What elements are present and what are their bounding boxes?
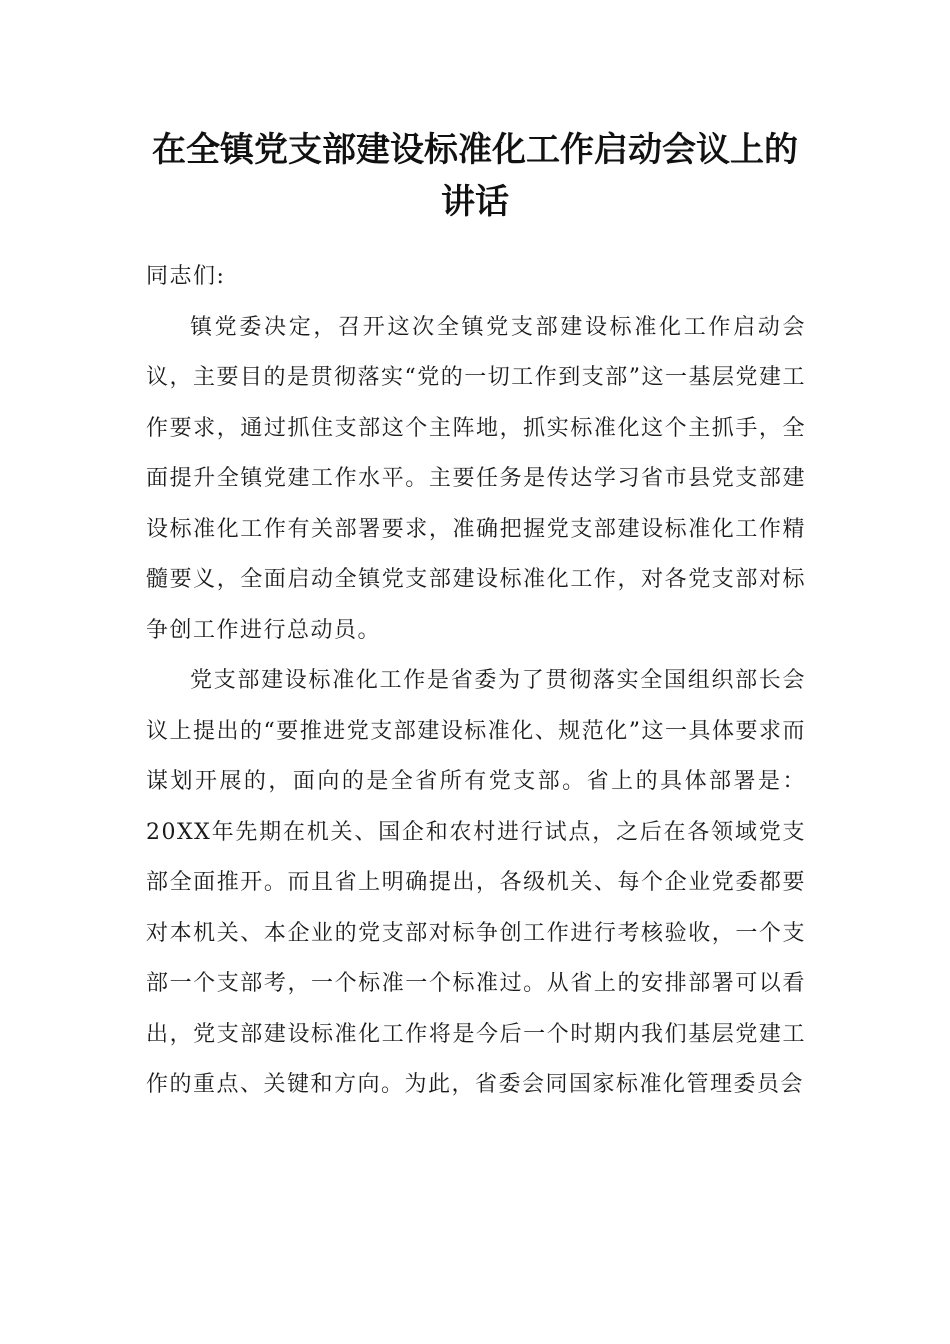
- paragraph-2: 党支部建设标准化工作是省委为了贯彻落实全国组织部长会议上提出的“要推进党支部建设标准化、规范化”这一具体要求而谋划开展的，面向的是全省所有党支部。省上的具体部署是：20XX年先期在机关、国企和农村进行试点，之后在各领域党支部全面推开。而且省上明确提出，各级机关、每个企业党委都要对本机关、本企业的党支部对标争创工作进行考核验收，一个支部一个支部考，一个标准一个标准过。从省上的安排部署可以看出，党支部建设标准化工作将是今后一个时期内我们基层党建工作的重点、关键和方向。为此，省委会同国家标准化管理委员会: [146, 668, 806, 1097]
- document-body: [146, 252, 806, 1111]
- paragraph-1: 镇党委决定，召开这次全镇党支部建设标准化工作启动会议，主要目的是贯彻落实“党的一切工作到支部”这一基层党建工作要求，通过抓住支部这个主阵地，抓实标准化这个主抓手，全面提升全镇党建工作水平。主要任务是传达学习省市县党支部建设标准化工作有关部署要求，准确把握党支部建设标准化工作精髓要义，全面启动全镇党支部建设标准化工作，对各党支部对标争创工作进行总动员。: [146, 314, 806, 643]
- document-title: 在全镇党支部建设标准化工作启动会议上的讲话: [152, 130, 798, 222]
- salutation: 同志们:: [146, 264, 226, 289]
